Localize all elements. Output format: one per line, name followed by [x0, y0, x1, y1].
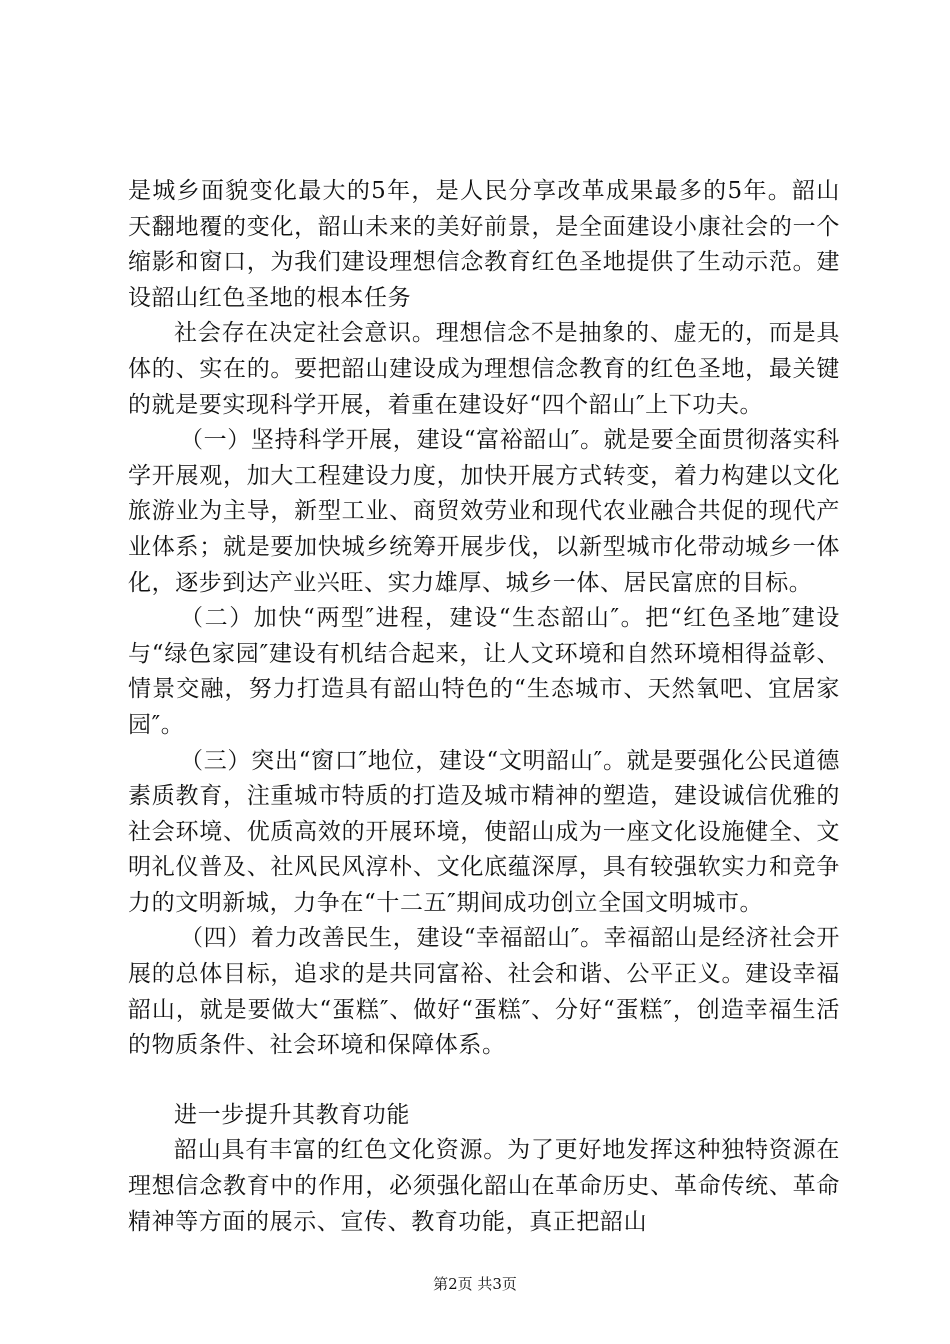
- paragraph-3: （一）坚持科学开展，建设“富裕韶山″。就是要全面贯彻落实科学开展观，加大工程建设力度，加快开展方式转变，着力构建以文化旅游业为主导，新型工业、商贸效劳业和现代农业融合共促的现代产业体系；就是要加快城乡统筹开展步伐，以新型城市化带动城乡一体化，逐步到达产业兴旺、实力雄厚、城乡一体、居民富庶的目标。: [128, 427, 840, 596]
- paragraph-1: 是城乡面貌变化最大的5年，是人民分享改革成果最多的5年。韶山天翻地覆的变化，韶山未来的美好前景，是全面建设小康社会的一个缩影和窗口，为我们建设理想信念教育红色圣地提供了生动示范。建设韶山红色圣地的根本任务: [128, 178, 840, 311]
- paragraph-5: （三）突出“窗口″地位，建设“文明韶山″。就是要强化公民道德素质教育，注重城市特质的打造及城市精神的塑造，建设诚信优雅的社会环境、优质高效的开展环境，使韶山成为一座文化设施健全、文明礼仪普及、社风民风淳朴、文化底蕴深厚，具有较强软实力和竞争力的文明新城，力争在“十二五″期间成功创立全国文明城市。: [128, 747, 840, 916]
- paragraph-4: （二）加快“两型″进程，建设“生态韶山″。把“红色圣地″建设与“绿色家园″建设有机结合起来，让人文环境和自然环境相得益彰、情景交融，努力打造具有韶山特色的“生态城市、天然氧吧、宜居家园″。: [128, 605, 840, 738]
- paragraph-7: 韶山具有丰富的红色文化资源。为了更好地发挥这种独特资源在理想信念教育中的作用，必须强化韶山在革命历史、革命传统、革命精神等方面的展示、宣传、教育功能，真正把韶山: [128, 1137, 840, 1235]
- paragraph-6: （四）着力改善民生，建设“幸福韶山″。幸福韶山是经济社会开展的总体目标，追求的是共同富裕、社会和谐、公平正义。建设幸福韶山，就是要做大“蛋糕″、做好“蛋糕″、分好“蛋糕″，创造幸福生活的物质条件、社会环境和保障体系。: [128, 925, 840, 1059]
- section-heading: 进一步提升其教育功能: [174, 1101, 410, 1128]
- page-number: 第2页 共3页: [433, 1275, 517, 1293]
- document-body: [128, 174, 840, 1240]
- page-footer: [0, 1273, 950, 1294]
- paragraph-2: 社会存在决定社会意识。理想信念不是抽象的、虚无的，而是具体的、实在的。要把韶山建设成为理想信念教育的红色圣地，最关键的就是要实现科学开展，着重在建设好“四个韶山″上下功夫。: [128, 320, 840, 418]
